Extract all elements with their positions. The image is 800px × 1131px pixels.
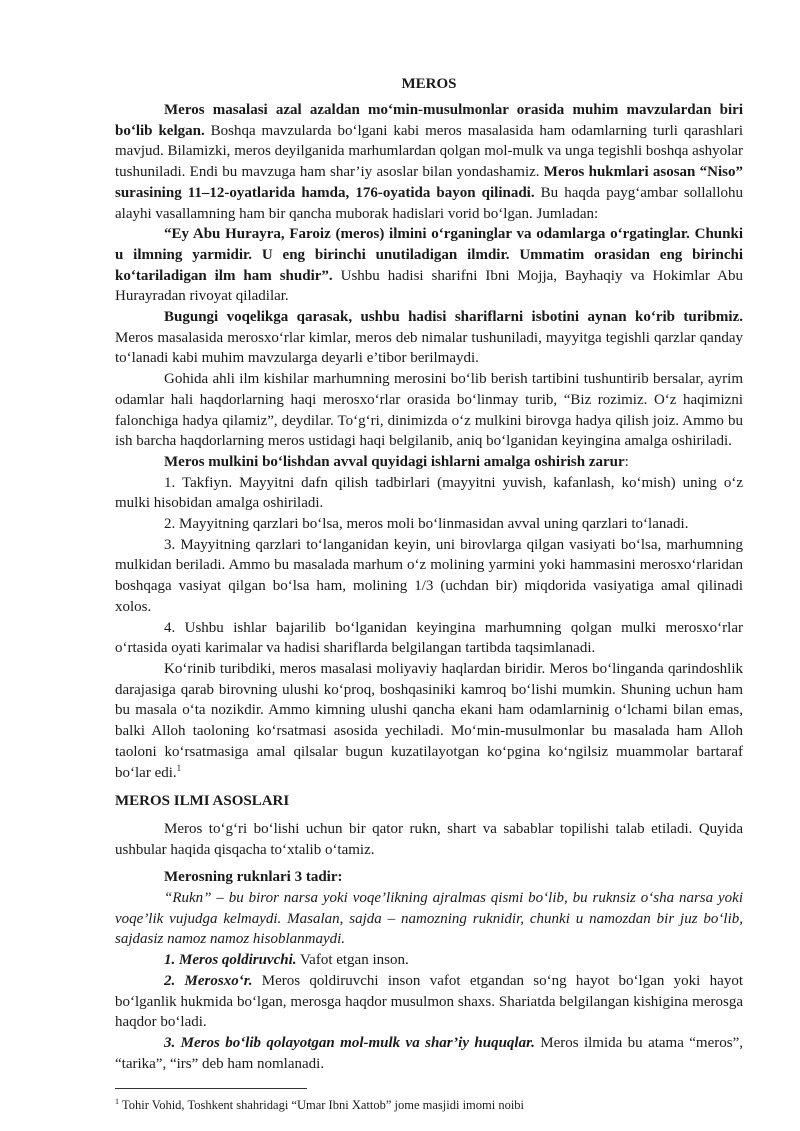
paragraph-pillar-3 (115, 1033, 743, 1074)
today-bold: Bugungi voqelikga qarasak, ushbu hadisi shariflarni isbotini aynan ko‘rib turibmiz. (164, 309, 743, 326)
hadith-source: Ushbu hadisi sharifni Ibni Mojja, Bayhaqiy va Hokimlar Abu Hurayradan rivoyat qiladilar. (115, 267, 743, 305)
paragraph-rukn-definition (115, 888, 743, 950)
pillar-2-text: Meros qoldiruvchi inson vafot etgandan so‘ng hayot bo‘lgan yoki hayot bo‘lganlik hukmida bo‘lgan, merosga haqdor musulmon shaxs. Shariatda belgilangan kishigina merosga haqdor bo‘ladi. (115, 972, 743, 1031)
list-item: 1. Takfiyn. Mayyitni dafn qilish tadbirlari (mayyitni yuvish, kafanlash, ko‘mish) uning o‘z mulki hisobidan amalga oshiriladi. (115, 474, 743, 512)
paragraph-today (115, 307, 743, 369)
conclusion-text: Ko‘rinib turibdiki, meros masalasi moliyaviy haqlardan biridir. Meros bo‘linganda qarindoshlik darajasiga qarab birovning ulushi ko‘proq, boshqasiniki kamroq bo‘lishi mumkin. Shuning uchun ham bu masala o‘ta nozikdir. Ammo kimning ulushi qancha ekani ham odamlarninig o‘lchami bilan emas, balki Alloh taoloning ko‘rsatmasi asosida yechiladi. Mo‘min-musulmonlar bu masalada ham Alloh taoloni ko‘rsatmasiga amal qilsalar bugun kuzatilayotgan ko‘pgina ko‘ngilsiz muammolar bartaraf bo‘lar edi. (115, 660, 743, 781)
pillar-3-title: 3. Meros bo‘lib qolayotgan mol-mulk va shar’iy huquqlar. (164, 1034, 535, 1051)
paragraph-scholars: Gohida ahli ilm kishilar marhumning merosini bo‘lib berish tartibini tushuntirib bersalar, ayrim odamlar hali haqdorlarning haqi merosxo‘rlar orasida bo‘linmay turib, “Biz rozimiz. O‘z haqimizni falonchiga hadya qilamiz”, deydilar. To‘g‘ri, dinimizda o‘z mulkini birovga hadya qilish joiz. Ammo bu ish barcha haqdorlarning meros ustidagi haqi belgilanib, aniq bo‘lganidan keyingina amalga oshiriladi. (115, 371, 743, 450)
pillars-title: Merosning ruknlari 3 tadir: (164, 869, 343, 886)
pillar-1-title: 1. Meros qoldiruvchi. (164, 952, 297, 969)
paragraph-pillar-1 (115, 950, 743, 971)
paragraph-hadith (115, 224, 743, 307)
intro-bold-2: Meros hukmlari asosan “Niso” surasining 11–12-oyatlarida hamda, 176-oyatida bayon qilinadi. (115, 164, 743, 201)
list-item: 3. Mayyitning qarzlari to‘langanidan keyin, uni birovlarga qilgan vasiyati bo‘lsa, marhumning mulkidan beriladi. Ammo bu masalada marhum o‘z molining yarmini yoki hammasini merosxo‘rlaridan boshqaga vasiyat qilgan bo‘lsa ham, molining 1/3 (uchdan bir) miqdorida vasiyatiga amal qilinadi xolos. (115, 536, 743, 615)
paragraph-pillars-title (115, 867, 743, 888)
document-page (115, 74, 743, 1113)
hadith-quote: “Ey Abu Hurayra, Faroiz (meros) ilmini o‘rganinglar va odamlarga o‘rgatinglar. Chunki u ilmning yarmidir. U eng birinchi unutiladigan ilmdir. Ummatim orasidan eng birinchi ko‘tariladigan ilm ham shudir”. (115, 226, 743, 284)
paragraph-intro (115, 100, 743, 224)
list-item: 4. Ushbu ishlar bajarilib bo‘lganidan keyingina marhumning qolgan mulki merosxo‘rlar o‘rtasida oyati karimalar va hadisi shariflarda belgilangan tartibda taqsimlanadi. (115, 619, 743, 657)
footnote (115, 1097, 743, 1113)
intro-bold: Meros masalasi azal azaldan mo‘min-musulmonlar orasida muhim mavzulardan biri bo‘lib kelgan. (115, 102, 743, 139)
intro-text: Boshqa mavzularda bo‘lgani kabi meros masalasida ham odamlarning turli qarashlari mavjud. Bilamizki, meros deyilganida marhumlardan qolgan mol-mulk va unga tegishli boshqa ashyolar tushuniladi. Endi bu mavzuga ham shar’iy asoslar bilan yondashamiz. (115, 122, 743, 181)
intro-text-2: Bu haqda payg‘ambar sollallohu alayhi vasallamning ham bir qancha muborak hadislari vorid bo‘lgan. Jumladan: (115, 184, 743, 222)
paragraph-before-division (115, 452, 743, 473)
paragraph-pillar-2 (115, 971, 743, 1033)
today-text: Meros masalasida merosxo‘rlar kimlar, meros deb nimalar tushuniladi, mayyitga tegishli qarzlar qanday to‘lanadi kabi muhim mavzularga deyarli e’tibor berilmaydi. (115, 329, 743, 367)
before-division-bold: Meros mulkini bo‘lishdan avval quyidagi ishlarni amalga oshirish zarur (164, 453, 625, 470)
footnote-divider (115, 1088, 307, 1089)
footnote-number: 1 (115, 1097, 119, 1107)
list-item: 2. Mayyitning qarzlari bo‘lsa, meros moli bo‘linmasidan avval uning qarzlari to‘lanadi. (164, 516, 689, 533)
paragraph-basics: Meros to‘g‘ri bo‘lishi uchun bir qator rukn, shart va sabablar topilishi talab etiladi. Quyida ushbular haqida qisqacha to‘xtalib o‘tamiz. (115, 820, 743, 858)
document-title: MEROS (401, 76, 457, 92)
pillar-3-text: Meros ilmida bu atama “meros”, “tarika”, “irs” deb ham nomlanadi. (115, 1034, 743, 1072)
pillar-1-text: Vafot etgan inson. (296, 952, 409, 969)
section-heading: MEROS ILMI ASOSLARI (115, 793, 290, 810)
rukn-definition: “Rukn” – bu biror narsa yoki voqe’likning ajralmas qismi bo‘lib, bu ruknsiz o‘sha narsa yoki voqe’lik vujudga kelmaydi. Masalan, sajda – namozning ruknidir, chunki u namozdan bir juz bo‘lib, sajdasiz namoz namoz hisoblanmaydi. (115, 890, 743, 948)
footnote-text: Tohir Vohid, Toshkent shahridagi “Umar Ibni Xattob” jome masjidi imomi noibi (122, 1098, 525, 1113)
pillar-2-title: 2. Merosxo‘r. (164, 972, 253, 989)
before-division-colon: : (624, 453, 629, 470)
footnote-reference[interactable]: 1 (176, 762, 182, 773)
paragraph-conclusion (115, 659, 743, 783)
